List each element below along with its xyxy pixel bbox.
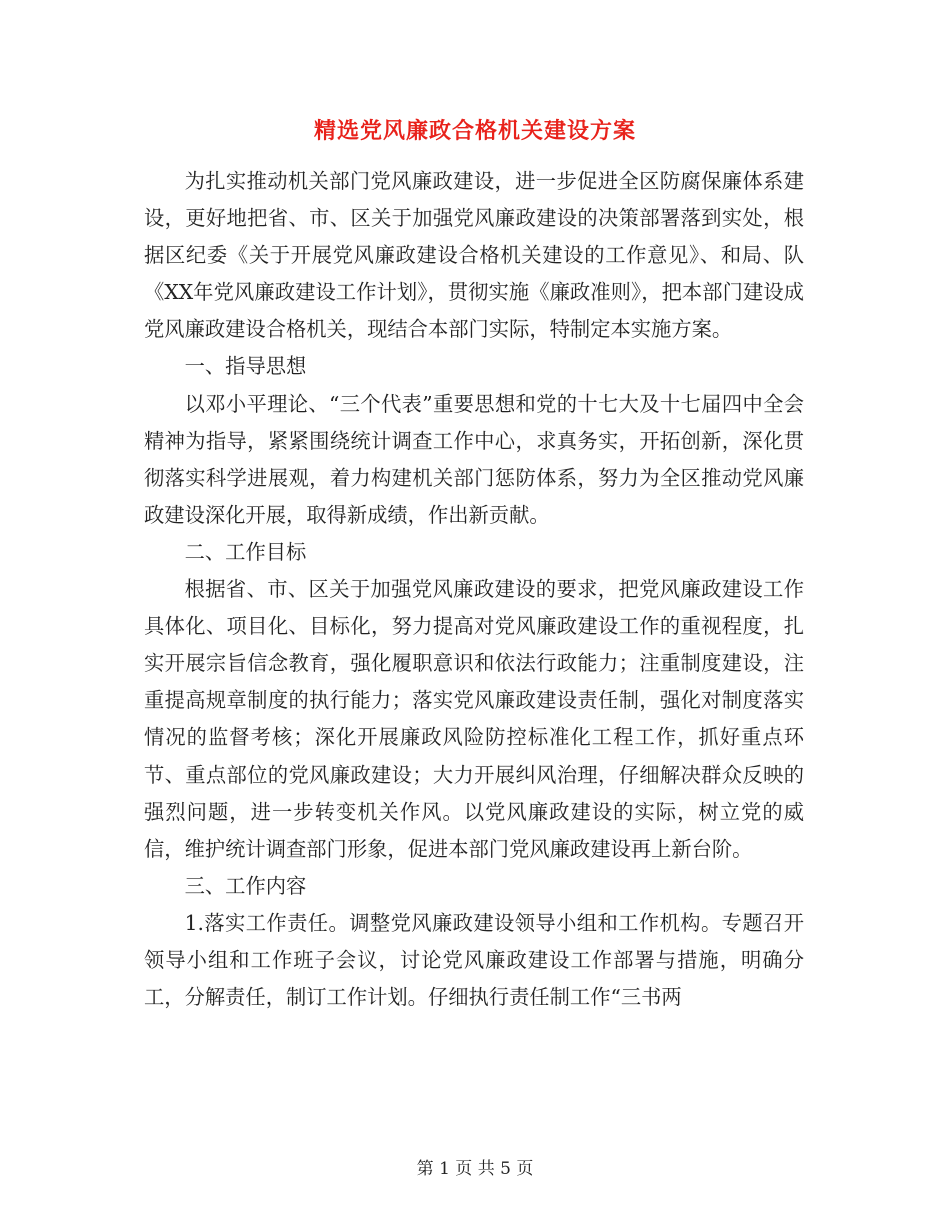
page-indicator: 第 1 页 共 5 页 [416,1159,534,1179]
paragraph-work-goals: 根据省、市、区关于加强党风廉政建设的要求，把党风廉政建设工作具体化、项目化、目标化，努力提高对党风廉政建设工作的重视程度，扎实开展宗旨信念教育，强化履职意识和依法行政能力；注重制度建设，注重提高规章制度的执行能力；落实党风廉政建设责任制，强化对制度落实情况的监督考核；深化开展廉政风险防控标准化工程工作，抓好重点环节、重点部位的党风廉政建设；大力开展纠风治理，仔细解决群众反映的强烈问题，进一步转变机关作风。以党风廉政建设的实际，树立党的威信，维护统计调查部门形象，促进本部门党风廉政建设再上新台阶。 [144,577,804,861]
heading-work-content: 三、工作内容 [184,873,307,898]
heading-work-goals: 二、工作目标 [184,539,307,564]
paragraph-intro: 为扎实推动机关部门党风廉政建设，进一步促进全区防腐保廉体系建设，更好地把省、市、区关于加强党风廉政建设的决策部署落到实处，根据区纪委《关于开展党风廉政建设合格机关建设的工作意见》、和局、队《XX年党风廉政建设工作计划》，贯彻实施《廉政准则》，把本部门建设成党风廉政建设合格机关，现结合本部门实际，特制定本实施方案。 [144,169,804,342]
document-title: 精选党风廉政合格机关建设方案 [313,118,636,144]
paragraph-guiding-thought: 以邓小平理论、“三个代表”重要思想和党的十七大及十七届四中全会精神为指导，紧紧围绕统计调查工作中心，求真务实，开拓创新，深化贯彻落实科学进展观，着力构建机关部门惩防体系，努力为全区推动党风廉政建设深化开展，取得新成绩，作出新贡献。 [144,391,804,527]
paragraph-work-content-1: 1.落实工作责任。调整党风廉政建设领导小组和工作机构。专题召开领导小组和工作班子会议，讨论党风廉政建设工作部署与措施，明确分工，分解责任，制订工作计划。仔细执行责任制工作“三书两 [144,910,804,1010]
document-body [144,163,804,1016]
heading-guiding-thought: 一、指导思想 [184,354,307,379]
